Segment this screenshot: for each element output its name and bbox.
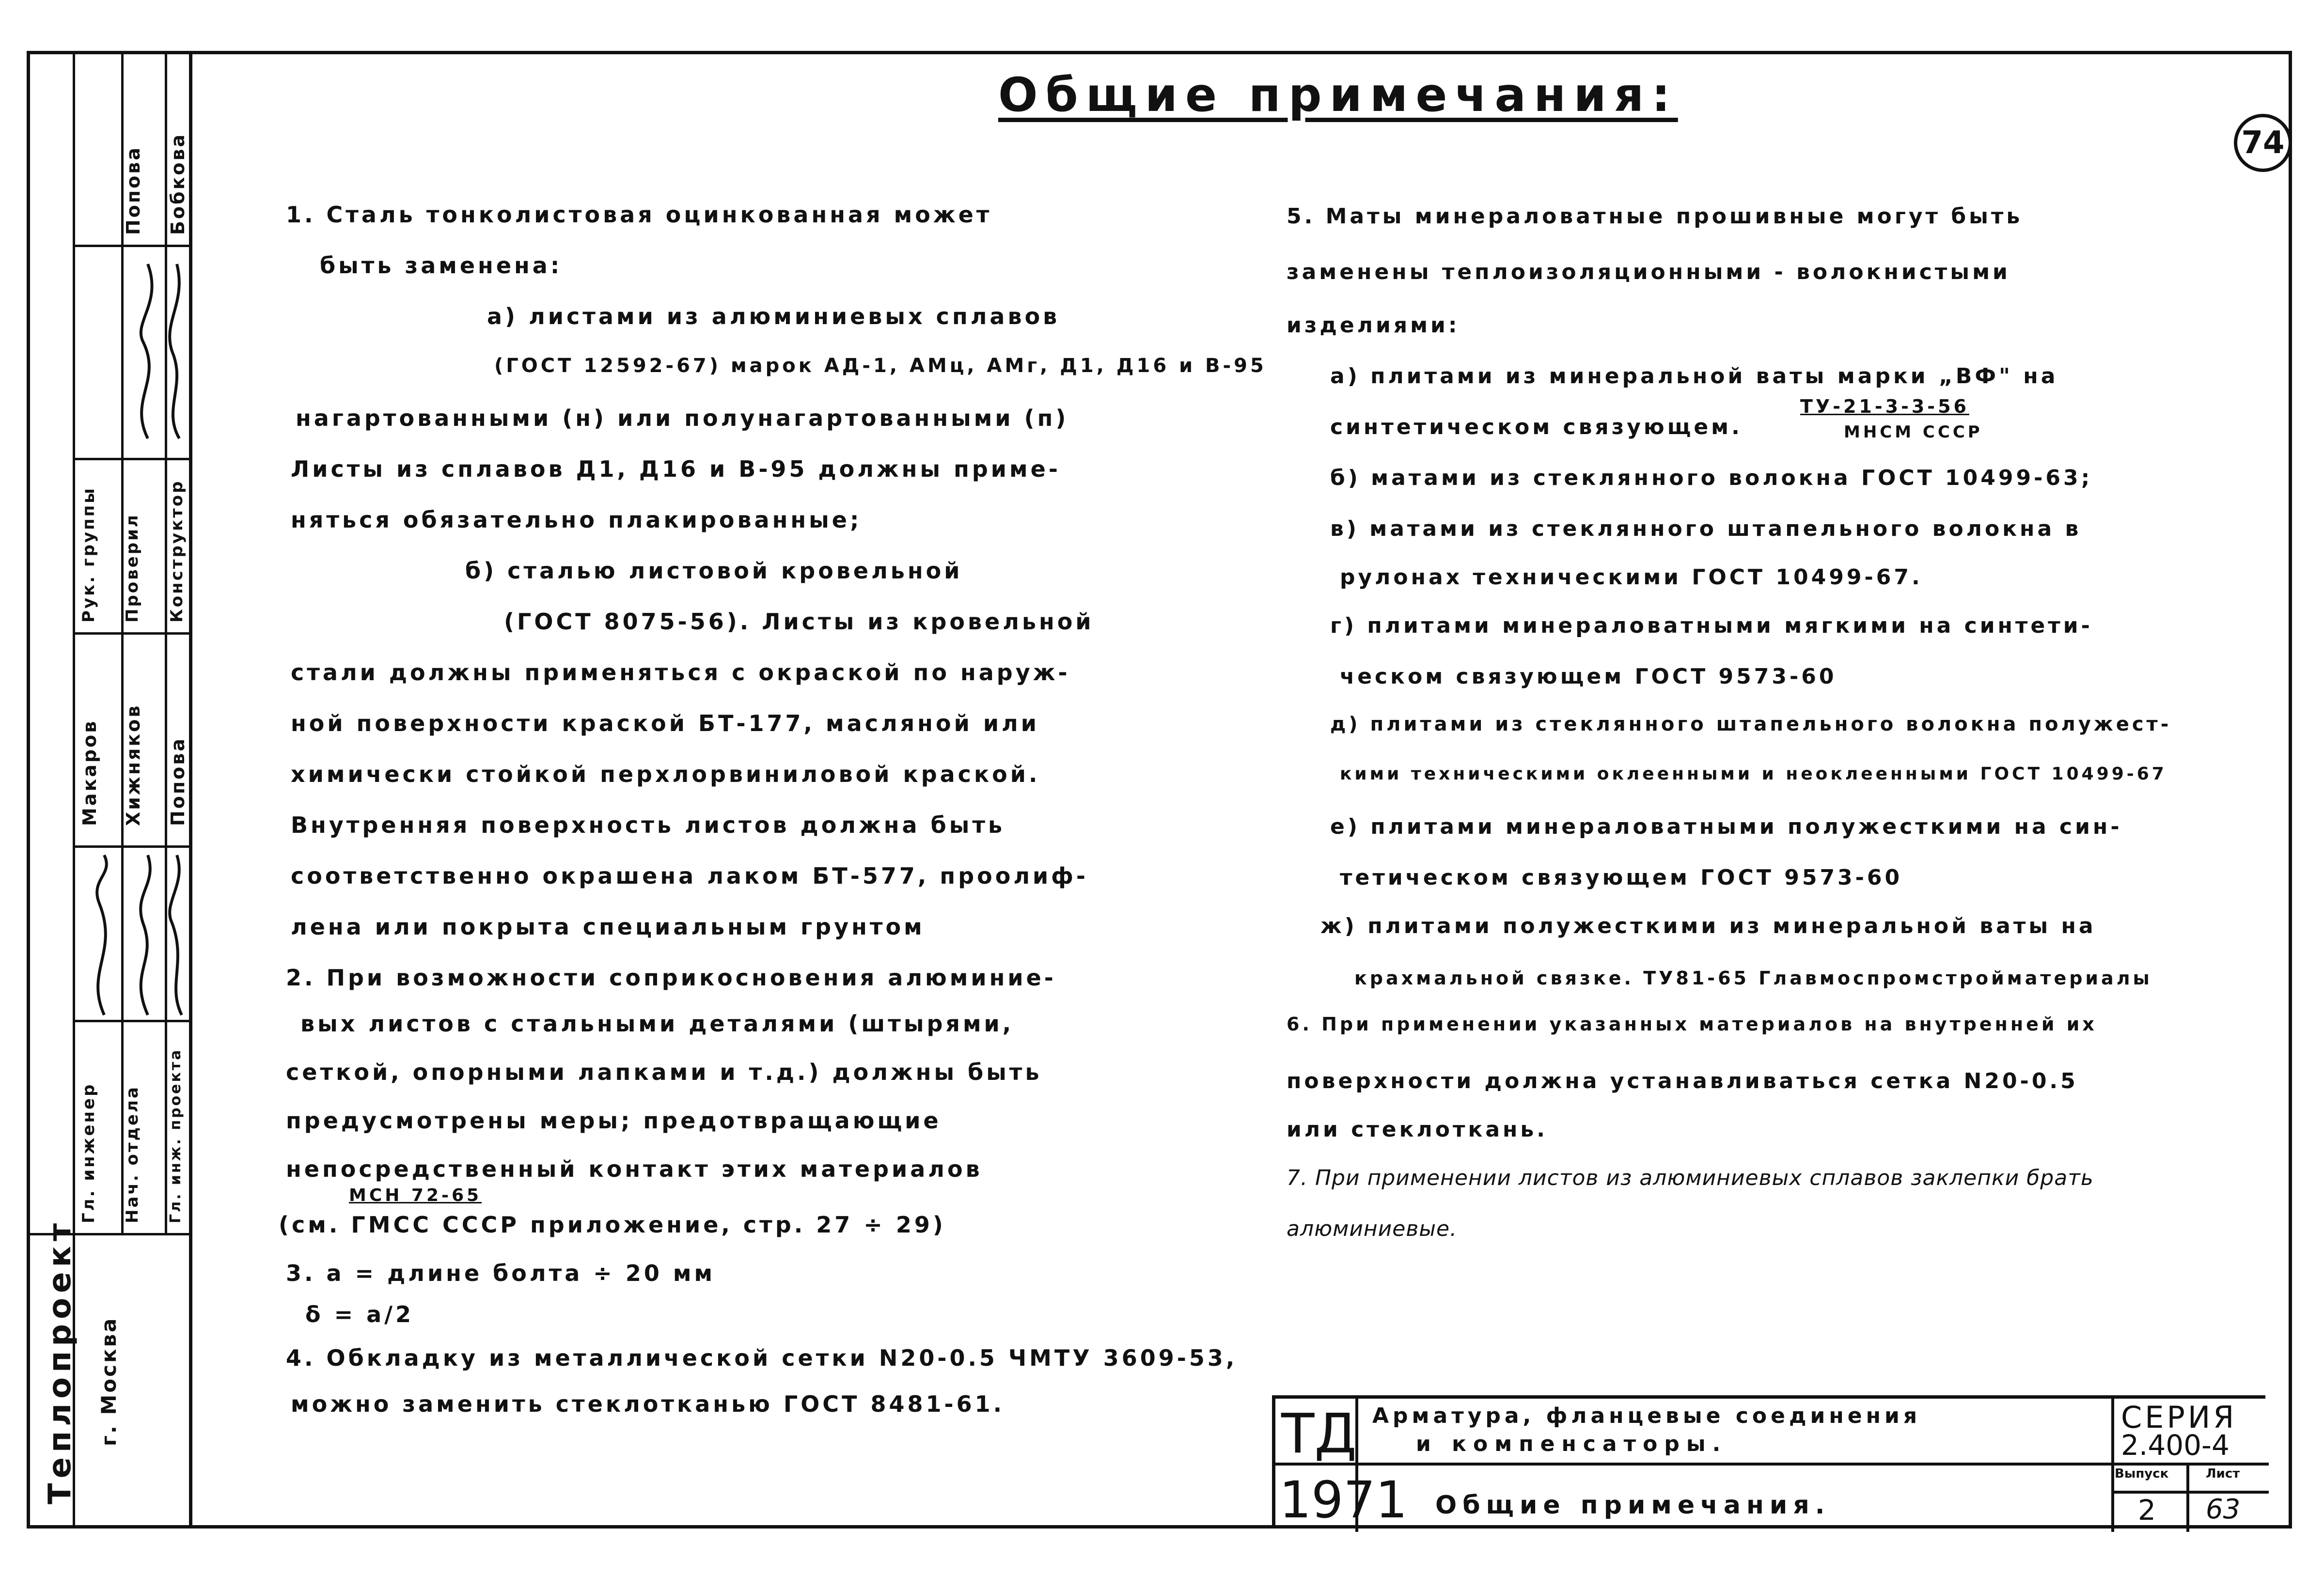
title-block	[1272, 1395, 2265, 1529]
issue-number: 2	[2138, 1494, 2156, 1527]
note-1-line: 1. Сталь тонколистовая оцинкованная может	[286, 202, 992, 228]
note-2-line: предусмотрены меры; предотвращающие	[286, 1107, 942, 1134]
issue-label: Выпуск	[2115, 1466, 2169, 1481]
name-popova-2: Попова	[123, 146, 144, 235]
note-2-line: (см. ГМСС СССР приложение, стр. 27 ÷ 29)	[279, 1212, 946, 1238]
note-3-line: 3. а = длине болта ÷ 20 мм	[286, 1260, 716, 1286]
note-5a-line: а) плитами из минеральной ваты марки „ВФ" на	[1330, 364, 2058, 389]
note-1a-line: нагартованными (н) или полунагартованными (п)	[296, 405, 1069, 431]
note-1b-line: ной поверхности краской БТ-177, масляной или	[291, 710, 1039, 736]
note-7-line: алюминиевые.	[1287, 1217, 1458, 1241]
note-1a-line: (ГОСТ 12592-67) марок АД-1, АМц, АМг, Д1, Д16 и В-95	[494, 355, 1267, 377]
note-5-line: заменены теплоизоляционными - волокнистыми	[1287, 260, 2010, 284]
name-khizhnyakov: Хижняков	[123, 703, 144, 826]
note-1a-line: Листы из сплавов Д1, Д16 и В-95 должны приме-	[291, 456, 1061, 482]
note-5c-line: в) матами из стеклянного штапельного волокна в	[1330, 516, 2082, 541]
note-5g-line: крахмальной связке. ТУ81-65 Главмоспромстройматериалы	[1354, 967, 2152, 989]
sheet-number: 63	[2206, 1494, 2241, 1525]
series-label: СЕРИЯ	[2121, 1400, 2237, 1435]
note-5-line: изделиями:	[1287, 313, 1460, 338]
signature-1	[97, 855, 107, 1015]
signature-5	[170, 264, 179, 438]
signature-4	[141, 264, 152, 438]
name-bobkova: Бобкова	[167, 132, 188, 235]
note-7-line: 7. При применении листов из алюминиевых сплавов заклепки брать	[1287, 1166, 2094, 1190]
note-2-line: вых листов с стальными деталями (штырями,	[300, 1011, 1014, 1037]
page-title: Общие примечания:	[998, 68, 1678, 122]
doc-code: ТД	[1281, 1403, 1357, 1466]
name-makarov: Макаров	[79, 719, 100, 826]
note-6-line: поверхности должна устанавливаться сетка N20-0.5	[1287, 1069, 2078, 1093]
note-1b-line: лена или покрыта специальным грунтом	[291, 914, 925, 940]
note-5f-line: тетическом связующем ГОСТ 9573-60	[1340, 865, 1903, 890]
note-3-formula: δ = а/2	[305, 1301, 414, 1327]
note-6-line: или стеклоткань.	[1287, 1117, 1548, 1142]
note-5c-line: рулонах техническими ГОСТ 10499-67.	[1340, 565, 1923, 590]
series-number: 2.400-4	[2121, 1429, 2230, 1462]
side-stamp	[27, 51, 189, 1529]
note-5d-line: ческом связующем ГОСТ 9573-60	[1340, 664, 1837, 689]
note-5a-line: синтетическом связующем.	[1330, 415, 1743, 439]
org-city: г. Москва	[97, 1316, 121, 1446]
page-number-circle: 74	[2234, 114, 2292, 172]
sheet-label: Лист	[2206, 1466, 2240, 1481]
fraction-top: МСН 72-65	[349, 1185, 482, 1205]
doc-year: 1971	[1279, 1470, 1408, 1529]
note-1b-line: Внутренняя поверхность листов должна быть	[291, 812, 1005, 838]
note-5e-line: д) плитами из стеклянного штапельного волокна полужест-	[1330, 713, 2172, 735]
tu-fraction-bottom: МНСМ СССР	[1844, 422, 1983, 442]
name-popova-1: Попова	[167, 737, 188, 826]
note-5f-line: е) плитами минераловатными полужесткими на син-	[1330, 814, 2122, 839]
role-chief-engineer: Гл. инженер	[79, 1082, 98, 1223]
sheet-title: Общие примечания.	[1435, 1491, 1831, 1520]
role-checked: Проверил	[123, 513, 142, 623]
signatures	[75, 51, 189, 1233]
note-2-line: 2. При возможности соприкосновения алюминие-	[286, 965, 1056, 991]
note-5e-line: кими техническими оклеенными и неоклеенными ГОСТ 10499-67	[1340, 764, 2167, 784]
note-5g-line: ж) плитами полужесткими из минеральной ваты на	[1320, 914, 2096, 938]
note-5d-line: г) плитами минераловатными мягкими на синтети-	[1330, 613, 2093, 638]
role-designer: Конструктор	[167, 479, 187, 623]
tu-fraction-top: ТУ-21-3-3-56	[1800, 396, 1969, 417]
role-chief-project-engineer: Гл. инж. проекта	[167, 1048, 184, 1223]
note-2-line: сеткой, опорными лапками и т.д.) должны быть	[286, 1059, 1042, 1085]
note-1b-line: стали должны применяться с окраской по наруж-	[291, 659, 1070, 686]
signature-2	[141, 855, 150, 1015]
note-6-line: 6. При применении указанных материалов на внутренней их	[1287, 1014, 2097, 1035]
signature-3	[170, 855, 182, 1015]
note-4-line: можно заменить стеклотканью ГОСТ 8481-61.	[291, 1391, 1005, 1417]
org-name: Теплопроект	[42, 1218, 78, 1504]
note-1b-line: соответственно окрашена лаком БТ-577, проолиф-	[291, 863, 1088, 889]
note-1b-line: химически стойкой перхлорвиниловой краской.	[291, 761, 1040, 787]
note-1b-line: б) сталью листовой кровельной	[465, 558, 963, 584]
note-1b-line: (ГОСТ 8075-56). Листы из кровельной	[504, 608, 1094, 635]
role-head-department: Нач. отдела	[123, 1085, 142, 1223]
note-4-line: 4. Обкладку из металлической сетки N20-0.5 ЧМТУ 3609-53,	[286, 1345, 1238, 1371]
note-1-line: быть заменена:	[320, 252, 563, 279]
role-group-lead: Рук. группы	[79, 486, 98, 623]
subject-line-2: и компенсаторы.	[1416, 1432, 1727, 1456]
note-1a-line: няться обязательно плакированные;	[291, 507, 862, 533]
note-5-line: 5. Маты минераловатные прошивные могут быть	[1287, 204, 2023, 229]
note-2-line: непосредственный контакт этих материалов	[286, 1156, 983, 1182]
note-1a-line: а) листами из алюминиевых сплавов	[487, 303, 1060, 329]
note-5b-line: б) матами из стеклянного волокна ГОСТ 10499-63;	[1330, 466, 2093, 490]
subject-line-1: Арматура, фланцевые соединения	[1372, 1404, 1921, 1428]
